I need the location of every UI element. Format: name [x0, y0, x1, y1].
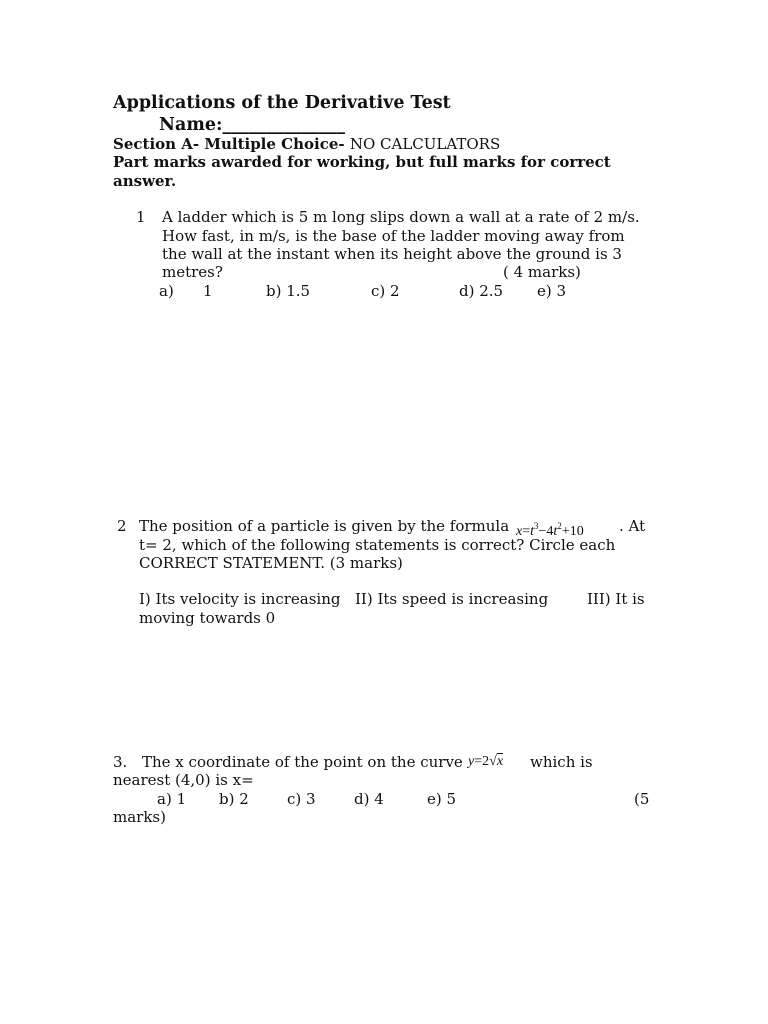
question-2-statement-3: III) It is: [587, 590, 645, 608]
name-field-label: Name:______________: [159, 115, 345, 135]
formula-coef-2: 2: [482, 754, 490, 769]
question-2-number: 2: [117, 517, 127, 535]
curve-formula: [468, 753, 503, 771]
formula-t1: t: [530, 524, 535, 539]
question-3-marks-close: marks): [113, 808, 166, 826]
question-3-option-d: d) 4: [354, 790, 384, 808]
sqrt-symbol-icon: √: [489, 754, 497, 769]
formula-coef-4: 4: [546, 524, 554, 539]
formula-radicand-x: x: [496, 754, 504, 769]
question-1-line-3: the wall at the instant when its height above the ground is 3: [162, 245, 622, 263]
section-a-label: Section A- Multiple Choice-: [113, 135, 350, 153]
question-1-line-1: A ladder which is 5 m long slips down a wall at a rate of 2 m/s.: [162, 208, 640, 226]
instructions-line-2: answer.: [113, 172, 177, 190]
question-1-option-a-label: a): [159, 282, 174, 300]
page-title: Applications of the Derivative Test: [113, 93, 451, 113]
question-1-line-2: How fast, in m/s, is the base of the ladder moving away from: [162, 227, 625, 245]
question-2-statement-1: I) Its velocity is increasing: [139, 590, 341, 608]
question-1-marks: ( 4 marks): [503, 263, 581, 281]
formula-t2: t: [553, 524, 558, 539]
question-3-marks-open: (5: [634, 790, 650, 808]
question-2-line-1: [139, 517, 509, 535]
question-3-option-c: c) 3: [287, 790, 316, 808]
question-3-option-b: b) 2: [219, 790, 249, 808]
formula-x: x: [516, 524, 523, 539]
question-1-option-c: c) 2: [371, 282, 400, 300]
question-1-line-4: metres?: [162, 263, 223, 281]
question-1-option-e: e) 3: [537, 282, 567, 300]
formula-plus-10: +10: [561, 524, 584, 539]
question-3-option-e: e) 5: [427, 790, 457, 808]
no-calculators-note: NO CALCULATORS: [349, 135, 501, 153]
question-2-statement-2: II) Its speed is increasing: [355, 590, 549, 608]
question-2-line-5: moving towards 0: [139, 609, 276, 627]
formula-exp-2: 2: [557, 521, 562, 531]
question-1-option-b: b) 1.5: [266, 282, 311, 300]
question-3-line-1-text: The x coordinate of the point on the curve: [142, 753, 463, 771]
question-3-option-a: a) 1: [157, 790, 187, 808]
question-3-line-1-end: which is: [530, 753, 593, 771]
question-2-line-1-text: The position of a particle is given by the formula: [139, 517, 510, 535]
question-2-line-3: CORRECT STATEMENT. (3 marks): [139, 554, 403, 572]
question-2-line-2: t= 2, which of the following statements is correct? Circle each: [139, 536, 616, 554]
question-1-option-d: d) 2.5: [459, 282, 504, 300]
question-3-number: 3.: [113, 753, 128, 771]
question-1-number: 1: [136, 208, 146, 226]
formula-minus: −: [538, 524, 547, 539]
formula-y: y: [468, 754, 475, 769]
formula-equals: =: [474, 754, 483, 769]
question-1-option-a-value: 1: [203, 282, 213, 300]
formula-equals: =: [522, 524, 531, 539]
instructions-line-1: Part marks awarded for working, but full marks for correct: [113, 153, 611, 171]
question-3-line-2: nearest (4,0) is x=: [113, 771, 254, 789]
section-a-heading: [113, 135, 500, 153]
formula-exp-3: 3: [534, 521, 539, 531]
question-2-line-1-end: . At: [619, 517, 646, 535]
